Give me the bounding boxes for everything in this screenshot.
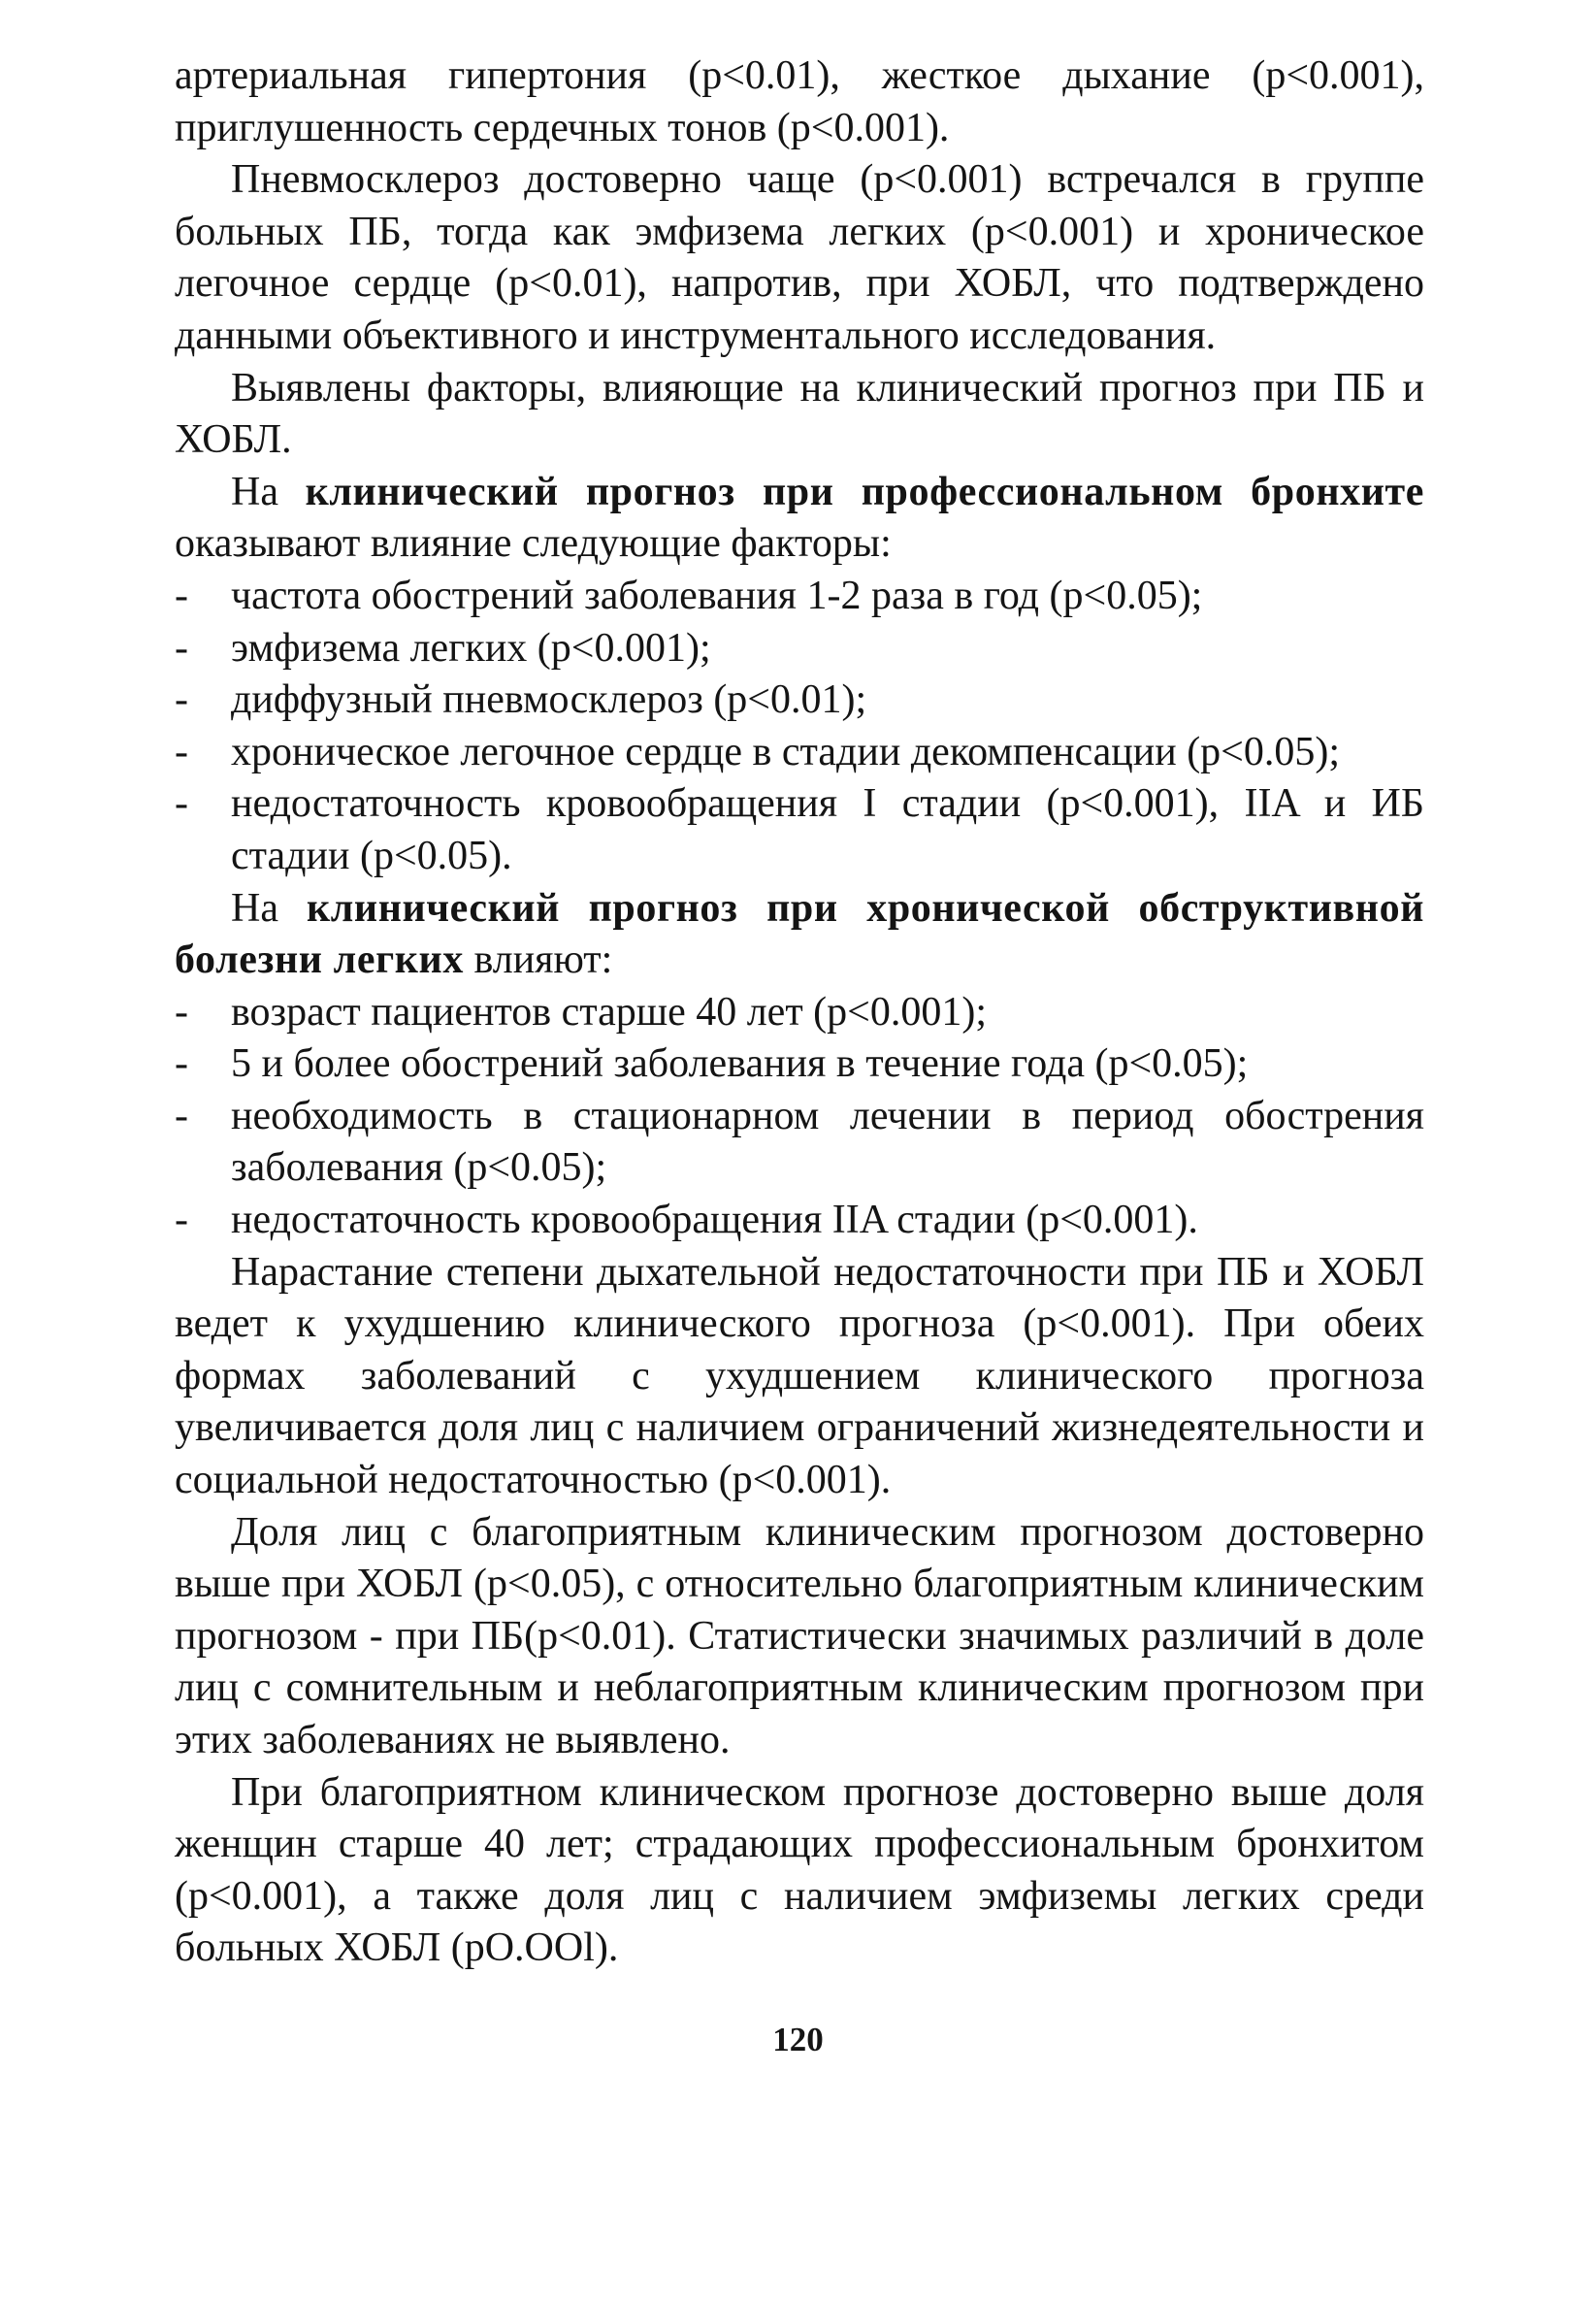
list-item — [175, 674, 1424, 727]
list-item — [175, 1195, 1424, 1247]
list-item — [175, 1091, 1424, 1195]
page-number: 120 — [772, 2021, 824, 2058]
list-item-text: недостаточность кровообращения I стадии (p<0.001), IIA и ИБ стадии (p<0.05). — [231, 781, 1424, 878]
list-dash: - — [175, 573, 188, 618]
list-item-text: диффузный пневмосклероз (p<0.01); — [231, 677, 867, 723]
list-dash: - — [175, 1041, 188, 1087]
list-item-text: недостаточность кровообращения IIA стадии (p<0.001). — [231, 1198, 1198, 1243]
paragraph-copd-prognosis — [175, 883, 1424, 987]
list-item — [175, 623, 1424, 675]
bronchitis-lead-text: На — [231, 469, 306, 514]
paragraph-factors-intro: Выявлены факторы, влияющие на клинический прогноз при ПБ и ХОБЛ. — [175, 365, 1424, 463]
list-dash: - — [175, 625, 188, 671]
list-dash: - — [175, 677, 188, 723]
paragraph-respiratory-failure: Нарастание степени дыхательной недостаточности при ПБ и ХОБЛ ведет к ухудшению клинического прогноза (p<0.001). При обеих формах заболеваний с ухудшением клинического прогноза увеличивается доля лиц с наличием ограничений жизнедеятельности и социальной недостаточностью (p<0.001). — [175, 1249, 1424, 1503]
copd-bold-term: клинический прогноз при хронической обструктивной болезни легких — [175, 885, 1424, 983]
bronchitis-bold-term: клинический прогноз при профессиональном бронхите — [305, 469, 1424, 514]
list-item-text: частота обострений заболевания 1-2 раза в год (p<0.05); — [231, 573, 1203, 618]
list-item — [175, 987, 1424, 1039]
list-item — [175, 1038, 1424, 1091]
list-dash: - — [175, 781, 188, 827]
list-dash: - — [175, 729, 188, 774]
list-dash: - — [175, 989, 188, 1035]
paragraph-continuation: артериальная гипертония (p<0.01), жесткое дыхание (p<0.001), приглушенность сердечных тонов (p<0.001). — [175, 53, 1424, 150]
bronchitis-factors-list — [175, 571, 1424, 883]
list-dash: - — [175, 1093, 188, 1138]
list-item — [175, 727, 1424, 779]
paragraph-pneumosclerosis: Пневмосклероз достоверно чаще (p<0.001) встречался в группе больных ПБ, тогда как эмфизема легких (p<0.001) и хроническое легочное сердце (p<0.01), напротив, при ХОБЛ, что подтверждено данными объективного и инструментального исследования. — [175, 157, 1424, 358]
bronchitis-tail-text: оказывают влияние следующие факторы: — [175, 521, 892, 567]
paragraph-women-over-40: При благоприятном клиническом прогнозе достоверно выше доля женщин старше 40 лет; страдающих профессиональным бронхитом (p<0.001), а также доля лиц с наличием эмфиземы легких среди больных ХОБЛ (pO.OOl). — [175, 1769, 1424, 1971]
list-item-text: эмфизема легких (p<0.001); — [231, 625, 711, 671]
copd-lead-text: На — [231, 885, 307, 931]
page-content — [175, 50, 1424, 1975]
paragraph-bronchitis-prognosis — [175, 467, 1424, 571]
copd-factors-list — [175, 987, 1424, 1247]
list-item-text: хроническое легочное сердце в стадии декомпенсации (p<0.05); — [231, 729, 1341, 774]
list-dash: - — [175, 1198, 188, 1243]
paragraph-favorable-prognosis: Доля лиц с благоприятным клиническим прогнозом достоверно выше при ХОБЛ (p<0.05), с относительно благоприятным клиническим прогнозом - при ПБ(p<0.01). Статистически значимых различий в доле лиц с сомнительным и неблагоприятным клиническим прогнозом при этих заболеваниях не выявлено. — [175, 1509, 1424, 1762]
list-item-text: возраст пациентов старше 40 лет (p<0.001); — [231, 989, 988, 1035]
list-item-text: 5 и более обострений заболевания в течение года (p<0.05); — [231, 1041, 1249, 1087]
list-item — [175, 778, 1424, 882]
list-item — [175, 571, 1424, 623]
list-item-text: необходимость в стационарном лечении в период обострения заболевания (p<0.05); — [231, 1093, 1424, 1191]
copd-tail-text: влияют: — [463, 938, 613, 983]
